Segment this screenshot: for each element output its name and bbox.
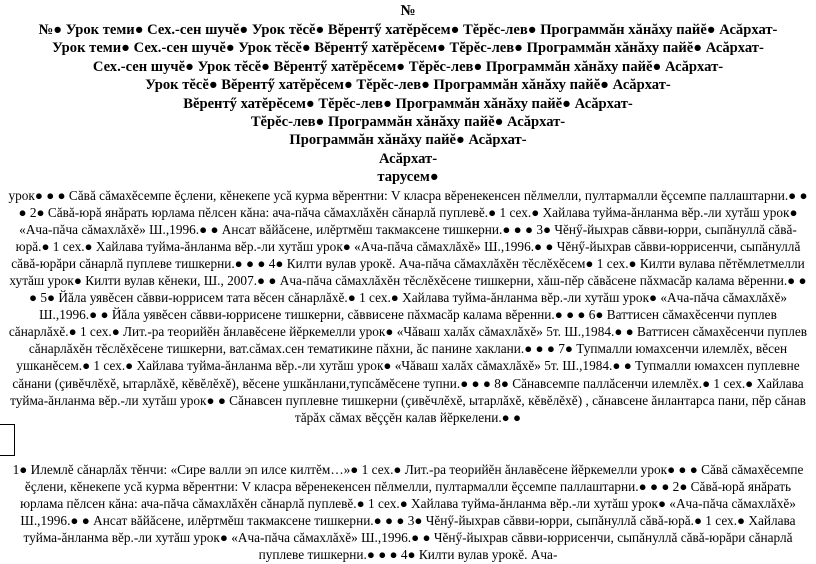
- header-line-3: Сех.-сен шучĕ● Урок тĕсĕ● Вĕрентӳ хатĕрĕсем● Тĕрĕс-лев● Программăн хăнăху пайĕ● Асăрхат-: [92, 58, 724, 75]
- empty-table-cell: [0, 424, 15, 456]
- header-line-4: Урок тĕсĕ● Вĕрентӳ хатĕрĕсем● Тĕрĕс-лев● Программăн хăнăху пайĕ● Асăрхат-: [145, 77, 671, 94]
- lesson-plan-paragraph: урок● ● ● Сăвă сăмахĕсемпе ĕçлени, кĕнекепе усă курма вĕрентни: V класра вĕренекенсен пĕлмелли, пултармалли ĕçсемпе паллаштарни.● ● ● 2● Сăвă-юрă янăрать юрлама пĕлсен кăна: ача-пăча сăмахлăхĕн сăнарлă пуплевĕ.● 1 сех.● Хайлава туйма-ăнланма вĕр.-ли хутăш урок● «Ача-пăча сăмахлăхĕ» Ш.,1996.● ● Ансат вăйăсене, илĕртмĕш такмаксене тишкерни.● ● ● 3● Чĕнӳ-йыхрав сăвви-юрри, сыпăнуллă сăвă-юрă.● 1 сех.● Хайлава туйма-ăнланма вĕр.-ли хутăш урок● «Ача-пăча сăмахлăхĕ» Ш.,1996.● ● Чĕнӳ-йыхрав сăвви-юррисенчи, сыпăнуллă сăвă-юрăри сăнарлă пуплеве тишкерни.● ● ● 4● Килти вулав урокĕ. Ача-пăча сăмахлăхĕн тĕслĕхĕсем● 1 сех.● Килти вулава пĕтĕмлетмелли хутăш урок● Килти вулав кĕнеки, Ш., 2007.● ● Ача-пăча сăмахлăхĕн тĕслĕхĕсене тишкерни, хăш-пĕр сăвăсене пăхмасăр калама вĕренни.● ● ● 5● Йăла уявĕсен сăвви-юррисем тата вĕсен сăнарлăхĕ.● 1 сех.● Хайлава туйма-ăнланма вĕр.-ли хутăш урок● «Ача-пăча сăмахлăхĕ» Ш.,1996.● ● Йăла уявĕсен сăвви-юррисене тишкерни, сăввисене пăхмасăр калама вĕренни.● ● ● 6● Ваттисен сăмахĕсенчи пуплев сăнарлăхĕ.● 1 сех.● Лит.-ра теорийĕн ăнлавĕсене йĕркемелли урок● «Чăваш халăх сăмахлăхĕ» 5т. Ш.,1984.● ● Ваттисен сăмахĕсенчи пуплев сăнарлăхĕн тĕслĕхĕсене тишкерни, ват.сăмах.сен тематикине пăхни, ăс панине хаклани.● ● ● 7● Тупмалли юмахсенчи илемлĕх, вĕсен ушканĕсем.● 1 сех.● Хайлава туйма-ăнланма вĕр.-ли хутăш урок● «Чăваш халăх сăмахлăхĕ» 5т. Ш.,1984.● ● Тупмалли юмахсен пуплевне сăнани (çивĕчлĕхĕ, ытарлăхĕ, кĕвĕлĕхĕ), вĕсене ушкăнлани,тупсăмĕсене тупни.● ● ● 8● Сăнавсемпе паллăсенчи илемлĕх.● 1 сех.● Хайлава туйма-ăнланма вĕр.-ли хутăш урок● ● Сăнавсен пуплевне тишкерни (çивĕчлĕхĕ, ытарлăхĕ, кĕвĕлĕхĕ) , сăнавсене ăнлантарса пани, пĕр сăнав тăрăх сăмах вĕççĕн калав йĕркелени.● ●: [8, 187, 808, 425]
- header-line-1: №● Урок теми● Сех.-сен шучĕ● Урок тĕсĕ● Вĕрентӳ хатĕрĕсем● Тĕрĕс-лев● Программăн хăнăху пайĕ● Асăрхат-: [38, 22, 778, 38]
- lesson-plan-section-2: [0, 461, 816, 564]
- header-line-6: Тĕрĕс-лев● Программăн хăнăху пайĕ● Асăрхат-: [250, 113, 566, 130]
- header-line-5: Вĕрентӳ хатĕрĕсем● Тĕрĕс-лев● Программăн хăнăху пайĕ● Асăрхат-: [183, 95, 633, 112]
- document-page: [0, 2, 816, 562]
- lesson-plan-paragraph-2: 1● Илемлĕ сăнарлăх тĕнчи: «Сире валли эп илсе килтĕм…»● 1 сех.● Лит.-ра теорийĕн ăнлавĕсене йĕркемелли урок● ● ● Сăвă сăмахĕсемпе ĕçлени, кĕнекепе усă курма вĕрентни: V класра вĕренекенсен пĕлмелли, пултармалли ĕçсемпе паллаштарни.● ● ● 2● Сăвă-юрă янăрать юрлама пĕлсен кăна: ача-пăча сăмахлăхĕн сăнарлă пуплевĕ.● 1 сех.● Хайлава туйма-ăнланма вĕр.-ли хутăш урок● «Ача-пăча сăмахлăхĕ» Ш.,1996.● ● Ансат вăйăсене, илĕртмĕш такмаксене тишкерни.● ● ● 3● Чĕнӳ-йыхрав сăвви-юрри, сыпăнуллă сăвă-юрă.● 1 сех.● Хайлава туйма-ăнланма вĕр.-ли хутăш урок● «Ача-пăча сăмахлăхĕ» Ш.,1996.● ● Чĕнӳ-йыхрав сăвви-юррисенчи, сыпăнуллă сăвă-юрăри сăнарлă пуплеве тишкерни.● ● ● 4● Килти вулав урокĕ. Ача-: [12, 462, 804, 563]
- number-heading: №: [400, 3, 416, 19]
- header-line-9: тарусем●: [377, 169, 439, 186]
- header-line-8: Асăрхат-: [378, 150, 438, 167]
- header-line-2: Урок теми● Сех.-сен шучĕ● Урок тĕсĕ● Вĕрентӳ хатĕрĕсем● Тĕрĕс-лев● Программăн хăнăху пайĕ● Асăрхат-: [52, 40, 764, 57]
- header-line-7: Программăн хăнăху пайĕ● Асăрхат-: [289, 132, 527, 149]
